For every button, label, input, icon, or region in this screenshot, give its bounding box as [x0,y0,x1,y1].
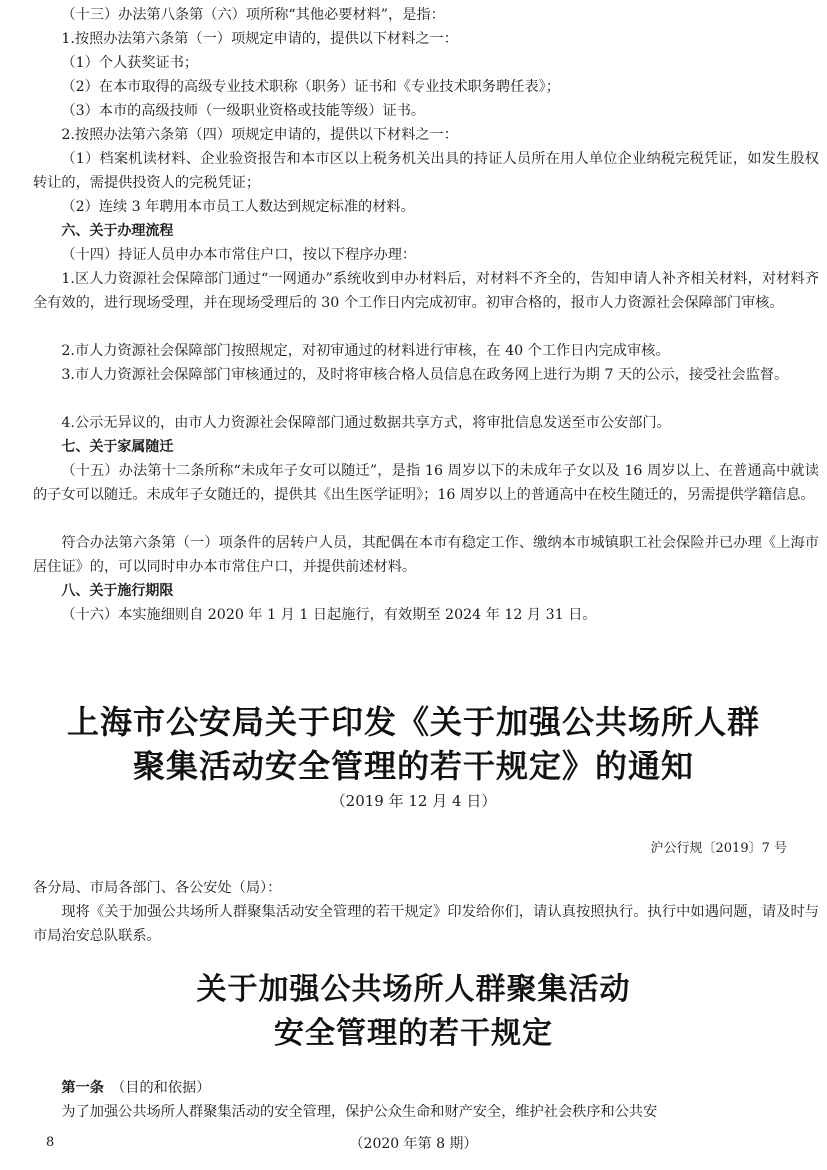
issue-label: （2020 年第 8 期） [349,1136,478,1152]
paragraph-13: （十三）办法第八条第（六）项所称“其他必要材料”，是指： [61,7,445,23]
article-1-header [33,1077,819,1101]
paragraph-16: （十六）本实施细则自 2020 年 1 月 1 日起施行，有效期至 2024 年 12 月 31 日。 [61,607,597,623]
notice-body: 现将《关于加强公共场所人群聚集活动安全管理的若干规定》印发给你们，请认真按照执行。执行中如遇问题，请及时与市局治安总队联系。 [33,904,819,944]
paragraph-14-item-2: 2.市人力资源社会保障部门按照规定，对初审通过的材料进行审核，在 40 个工作日内完成审核。 [61,343,670,359]
paragraph-13-item-1a: （1）个人获奖证书； [61,55,199,71]
notice-title-line-1: 上海市公安局关于印发《关于加强公共场所人群 [66,703,760,741]
regulation-title-line-1: 关于加强公共场所人群聚集活动 [196,972,631,1007]
section-heading-6 [33,220,819,244]
document-number: 沪公行规〔2019〕7 号 [650,841,787,856]
paragraph-14-item-3: 3.市人力资源社会保障部门审核通过的，及时将审核合格人员信息在政务网上进行为期 7 天的公示，接受社会监督。 [61,367,789,383]
paragraph-13-item-1: 1.按照办法第六条第（一）项规定申请的，提供以下材料之一： [61,31,458,47]
paragraph-13-item-2a: （1）档案机读材料、企业验资报告和本市区以上税务机关出具的持证人员所在用人单位企业纳税完税凭证，如发生股权转让的，需提供投资人的完税凭证； [33,151,819,191]
notice-date: （2019 年 12 月 4 日） [330,792,497,810]
article-1-text: 为了加强公共场所人群聚集活动的安全管理，保护公众生命和财产安全，维护社会秩序和公共安 [61,1104,658,1120]
section-heading-6-text: 六、关于办理流程 [61,223,174,239]
section-heading-7 [33,436,819,460]
article-1-label: 第一条 [61,1080,104,1096]
notice-title-line-2: 聚集活动安全管理的若干规定》的通知 [132,747,694,785]
paragraph-14-item-4: 4.公示无异议的，由市人力资源社会保障部门通过数据共享方式，将审批信息发送至市公安部门。 [61,415,671,431]
regulation-title-line-2: 安全管理的若干规定 [274,1016,553,1051]
paragraph-15-spouse: 符合办法第六条第（一）项条件的居转户人员，其配偶在本市有稳定工作、缴纳本市城镇职工社会保险并已办理《上海市居住证》的，可以同时申办本市常住户口，并提供前述材料。 [33,535,819,575]
paragraph-15: （十五）办法第十二条所称“未成年子女可以随迁”，是指 16 周岁以下的未成年子女以及 16 周岁以上、在普通高中就读的子女可以随迁。未成年子女随迁的，提供其《出生医学证明》；16 周岁以上的普通高中在校生随迁的，另需提供学籍信息。 [33,463,819,503]
paragraph-14: （十四）持证人员申办本市常住户口，按以下程序办理： [61,247,417,263]
paragraph-13-item-2b: （2）连续 3 年聘用本市员工人数达到规定标准的材料。 [61,199,415,215]
paragraph-14-item-1: 1.区人力资源社会保障部门通过“一网通办”系统收到申办材料后，对材料不齐全的，告知申请人补齐相关材料，对材料齐全有效的，进行现场受理，并在现场受理后的 30 个工作日内完成初审。初审合格的，报市人力资源社会保障部门审核。 [33,271,819,311]
page-number: 8 [46,1135,55,1150]
notice-addressee: 各分局、市局各部门、各公安处（局）： [33,880,282,896]
paragraph-13-item-2: 2.按照办法第六条第（四）项规定申请的，提供以下材料之一： [61,127,458,143]
article-1-title: （目的和依据） [118,1080,211,1096]
paragraph-13-item-1c: （3）本市的高级技师（一级职业资格或技能等级）证书。 [61,103,426,119]
paragraph-13-item-1b: （2）在本市取得的高级专业技术职称（职务）证书和《专业技术职务聘任表》； [61,79,560,95]
section-heading-8-text: 八、关于施行期限 [61,583,174,599]
section-heading-8 [33,580,819,604]
section-heading-7-text: 七、关于家属随迁 [61,439,174,455]
